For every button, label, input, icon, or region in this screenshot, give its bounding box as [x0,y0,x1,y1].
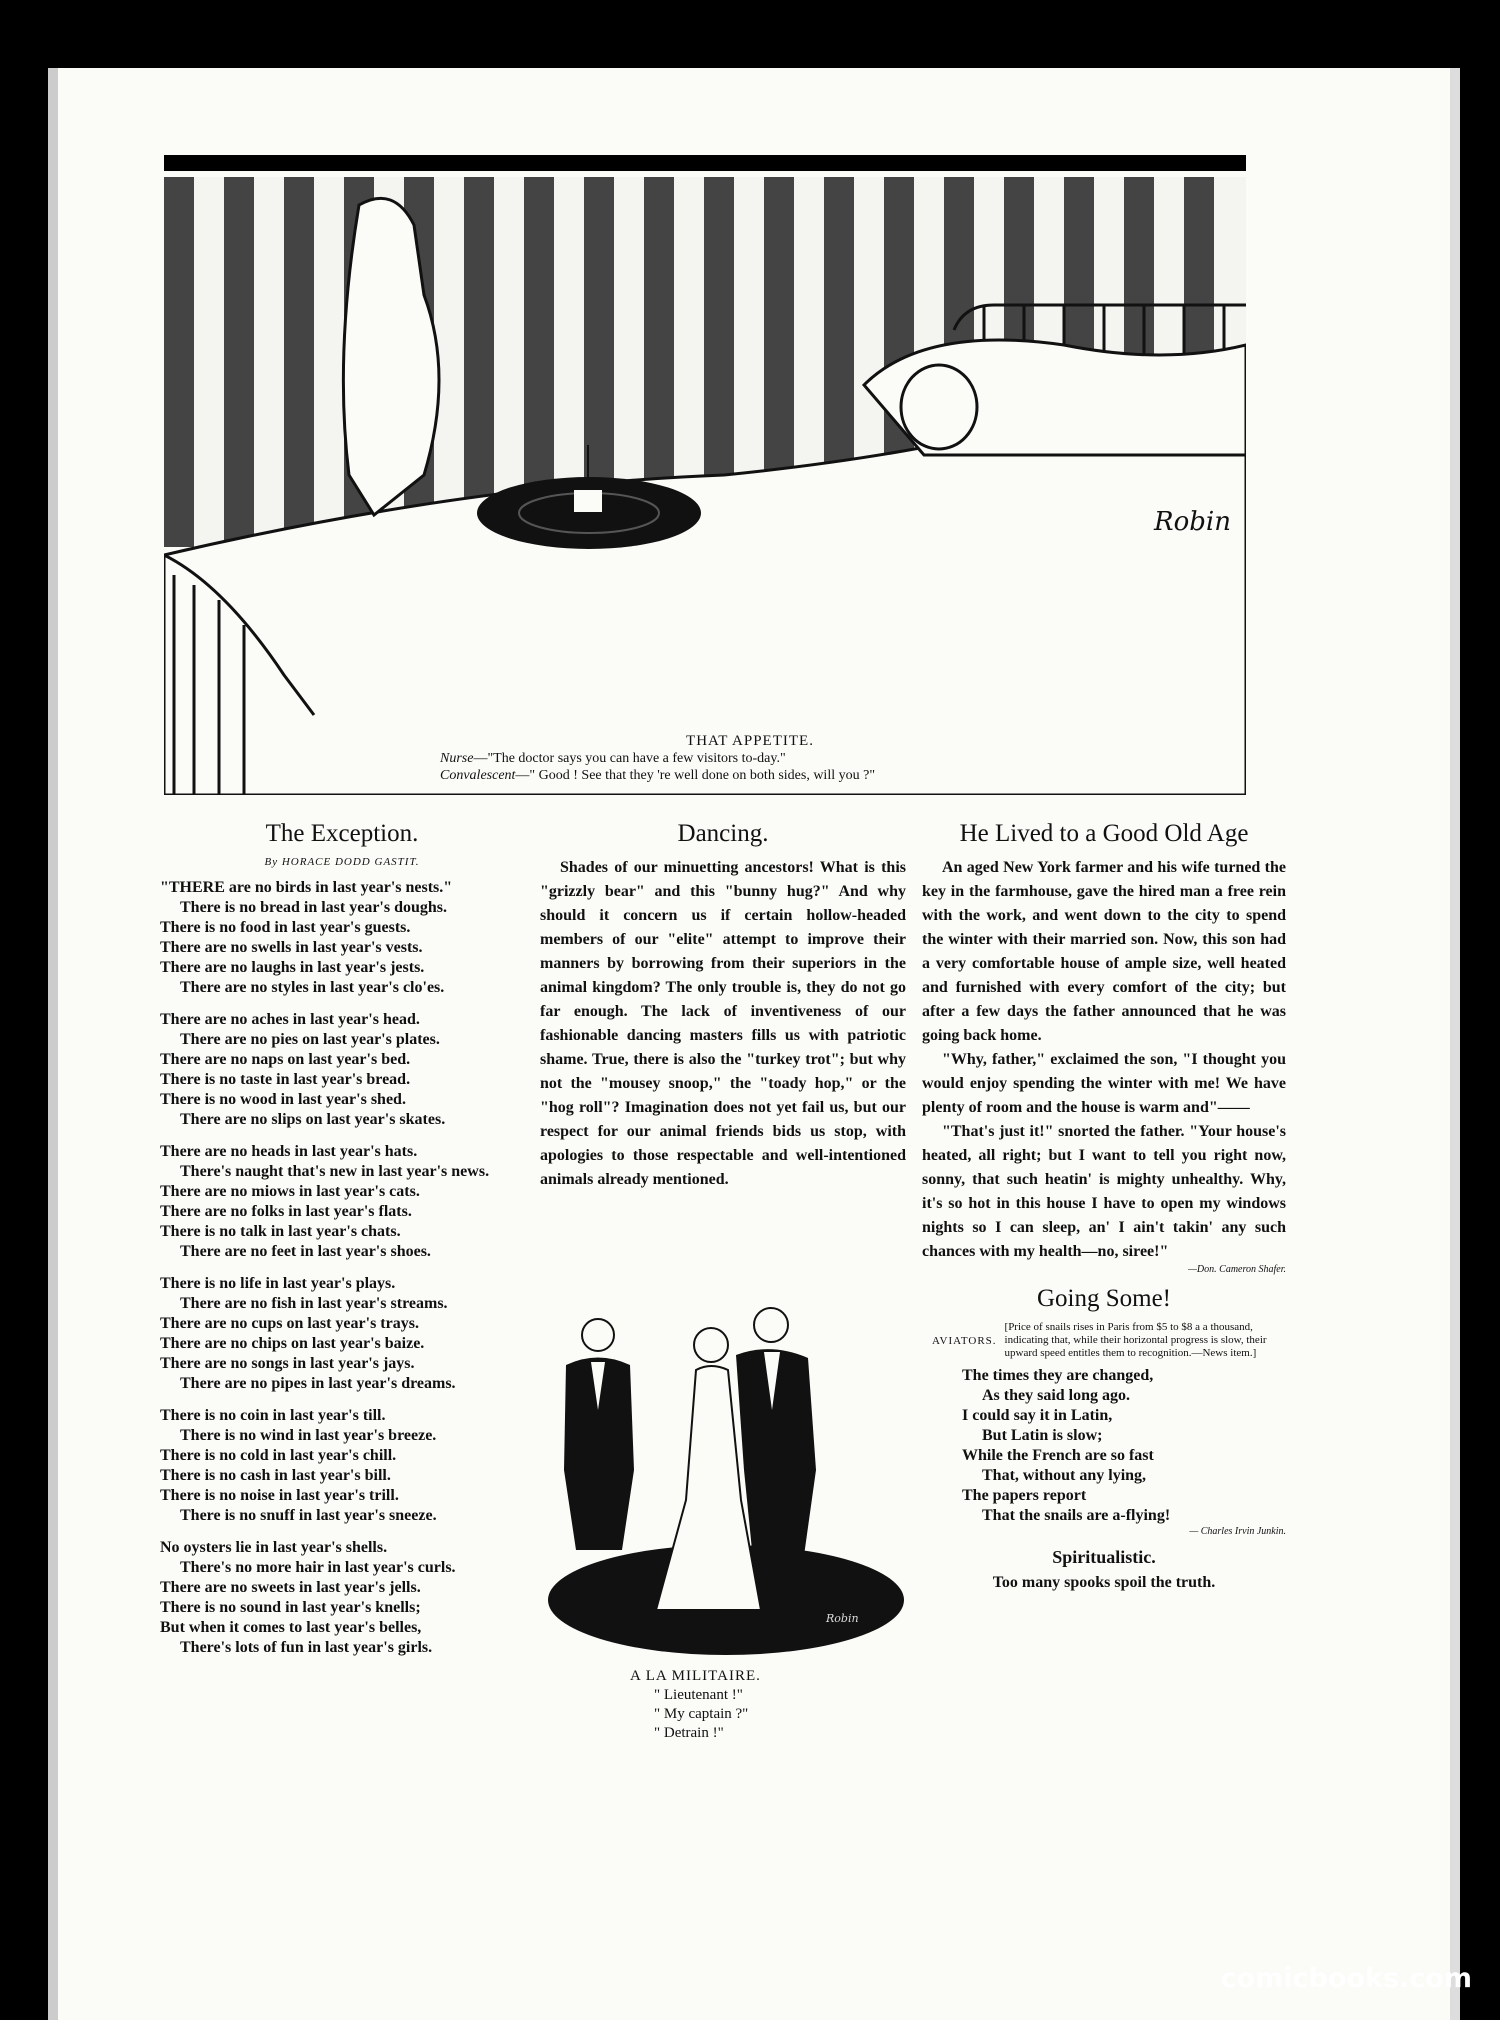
cartoon-caption [440,733,1060,784]
hospital-cartoon-illustration [164,155,1246,795]
a-la-militaire-illustration [536,1300,908,1660]
spiritualistic-body: Too many spooks spoil the truth. [992,1574,1216,1591]
column-the-exception [160,820,524,1670]
article-title: He Lived to a Good Old Age [959,820,1249,847]
page-spine [48,68,58,2020]
article-title: Dancing. [677,820,769,847]
caption-line: " Detrain !" [654,1725,724,1741]
stanza: There is no coin in last year's till. There is no wind in last year's breeze. There is no cold in last year's chill. There is no cash in last year's bill. There is no noise in last year's trill. There is no snuff in last year's sneeze. [160,1407,437,1524]
patient-head [901,365,977,449]
stanza: No oysters lie in last year's shells. There's no more hair in last year's curls. There are no sweets in last year's jells. There is no sound in last year's knells; But when it comes to last year's belles, There's lots of fun in last year's girls. [160,1539,456,1656]
epigraph-label: AVIATORS. [932,1335,997,1347]
signature: — Charles Irvin Junkin. [1189,1526,1286,1537]
stanza: "THERE are no birds in last year's nests." There is no bread in last year's doughs. There is no food in last year's guests. There are no swells in last year's vests. There are no laughs in last year's jests. There are no styles in last year's clo'es. [160,879,453,996]
paragraph: "That's just it!" snorted the father. "Your house's heated, all right; but I want to tell you right now, sonny, that such heatin' is mighty unhealthy. Why, it's so hot in this house I have to open my windows nights so I can sleep, an' I ain't takin' any such chances with my health—no, siree!" [922,1123,1286,1260]
paragraph: "Why, father," exclaimed the son, "I thought you would enjoy spending the winter with me! We have plenty of room and the house is warm and"—— [922,1051,1286,1116]
column-dancing [540,820,906,1192]
caption-title: THAT APPETITE. [686,733,814,749]
stanza: There are no aches in last year's head. There are no pies on last year's plates. There are no naps on last year's bed. There is no taste in last year's bread. There is no wood in last year's shed. There are no slips on last year's skates. [160,1011,446,1128]
caption-title: A LA MILITAIRE. [630,1668,761,1684]
article-title-spiritualistic: Spiritualistic. [1052,1547,1156,1567]
caption-line-convalescent: Convalescent—" Good ! See that they 're well done on both sides, will you ?" [440,768,876,783]
paragraph: An aged New York farmer and his wife turned the key in the farmhouse, gave the hired man a free rein with the work, and went down to the city to spend the winter with their married son. Now, this son had a very comfortable house of ample size, well heated and furnished with every comfort of the city; but after a few days the father announced that he was going back home. [922,859,1286,1044]
militaire-caption [630,1667,850,1743]
article-title-going-some: Going Some! [1036,1285,1172,1312]
stanza: There are no heads in last year's hats. There's naught that's new in last year's news. There are no miows in last year's cats. There are no folks in last year's flats. There is no talk in last year's chats. There are no feet in last year's shoes. [160,1143,490,1260]
caption-line: " Lieutenant !" [654,1687,743,1703]
poem [160,878,524,1658]
epigraph-note: [Price of snails rises in Paris from $5 to $8 a a thousand, indicating that, while their horizontal progress is slow, their upward speed entitles them to recognition.—News item.] [1004,1321,1267,1359]
artist-signature: Robin [826,1612,859,1625]
caption-line: " My captain ?" [654,1706,749,1722]
column-old-age [922,820,1286,1592]
epigraph [932,1321,1276,1360]
stanza: There is no life in last year's plays. There are no fish in last year's streams. There are no cups on last year's trays. There are no chips on last year's baize. There are no songs in last year's jays. There are no pipes in last year's dreams. [160,1275,456,1392]
artist-signature: Robin [1154,507,1231,537]
article-body: Shades of our minuetting ancestors! What is this "grizzly bear" and this "bunny hug?" And why should it concern us if certain hollow-headed members of our "elite" attempt to improve their manners by borrowing from their superiors in the animal kingdom? The only trouble is, they do not go far enough. The lack of inventiveness of our fashionable dancing masters fills us with patriotic shame. True, there is also the "turkey trot"; but why not the "mousey snoop," the "toady hop," or the "hog roll"? Imagination does not yet fail us, but our respect for our animal friends bids us stop, with apologies to those respectable and well-intentioned animals already mentioned. [540,859,906,1188]
page-edge [1450,68,1460,2020]
site-watermark: comicbooks.com [1220,1963,1472,1994]
going-some-poem: The times they are changed, As they said long ago. I could say it in Latin, But Latin is slow; While the French are so fast That, without any lying, The papers report That the snails are a-flying! [962,1367,1171,1524]
byline: By HORACE DODD GASTIT. [264,856,420,868]
caption-line-nurse: Nurse—"The doctor says you can have a few visitors to-day." [440,751,786,766]
signature: —Don. Cameron Shafer. [1188,1264,1286,1275]
article-title: The Exception. [265,820,419,847]
